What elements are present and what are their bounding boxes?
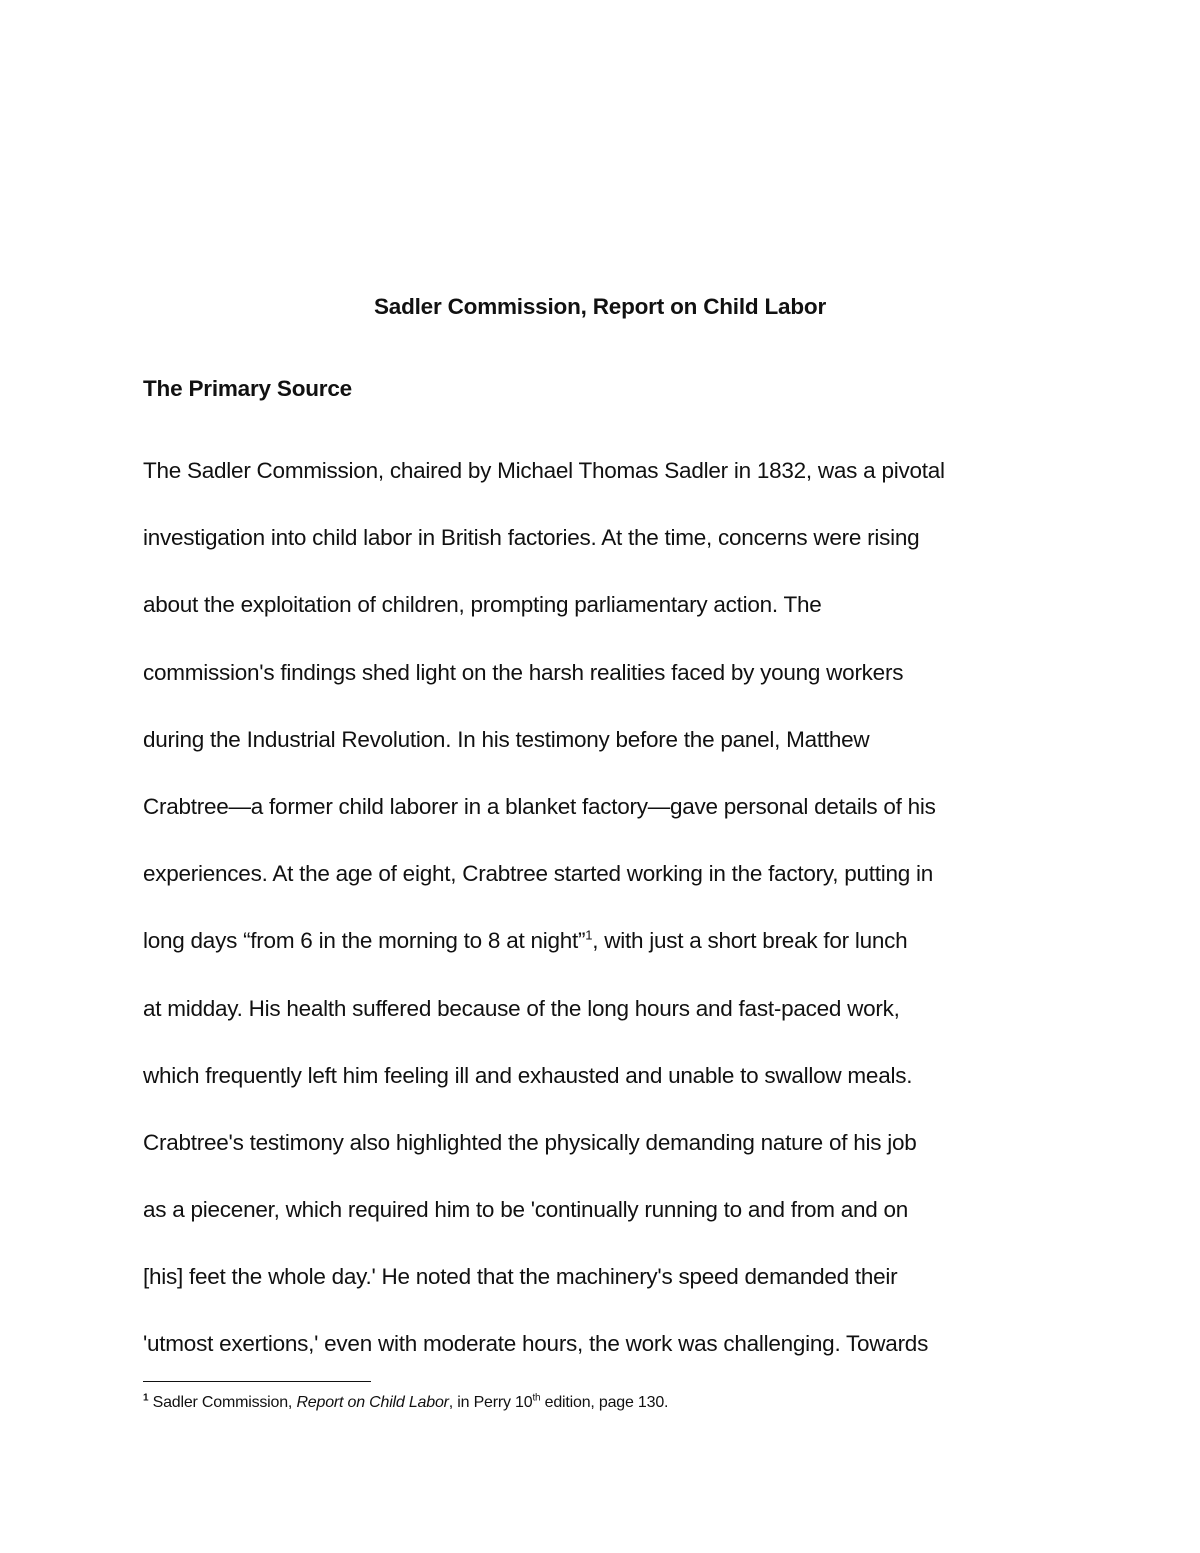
footnote-italic-title: Report on Child Labor <box>296 1394 449 1411</box>
footnote <box>143 1392 668 1414</box>
paragraph-line: Crabtree's testimony also highlighted the physically demanding nature of his job <box>143 1129 917 1155</box>
paragraph-line: at midday. His health suffered because of the long hours and fast-paced work, <box>143 995 900 1021</box>
paragraph-line: 'utmost exertions,' even with moderate hours, the work was challenging. Towards <box>143 1331 929 1357</box>
section-heading: The Primary Source <box>143 376 352 401</box>
paragraph-line: Crabtree—a former child laborer in a blanket factory—gave personal details of his <box>143 793 936 819</box>
footnote-text-middle: , in Perry 10 <box>448 1394 533 1411</box>
paragraph-line: as a piecener, which required him to be 'continually running to and from and on <box>143 1197 909 1223</box>
footnote-text-end: edition, page 130. <box>540 1394 669 1411</box>
footnote-ordinal-suffix: th <box>532 1392 541 1404</box>
paragraph-line: about the exploitation of children, prompting parliamentary action. The <box>143 592 822 618</box>
paragraph-line: investigation into child labor in British factories. At the time, concerns were rising <box>143 525 920 551</box>
footnote-text: Sadler Commission, <box>148 1394 297 1411</box>
footnote-separator <box>143 1381 371 1382</box>
paragraph-line: which frequently left him feeling ill and exhausted and unable to swallow meals. <box>143 1062 913 1088</box>
paragraph-line: experiences. At the age of eight, Crabtree started working in the factory, putting in <box>143 861 934 887</box>
paragraph-line: during the Industrial Revolution. In his testimony before the panel, Matthew <box>143 726 870 752</box>
paragraph-line-with-footnote <box>143 926 1083 993</box>
quote-text: long days “from 6 in the morning to 8 at night” <box>143 928 586 954</box>
paragraph-line: The Sadler Commission, chaired by Michael Thomas Sadler in 1832, was a pivotal <box>143 458 945 483</box>
document-title: Sadler Commission, Report on Child Labor <box>373 294 827 319</box>
paragraph-line: [his] feet the whole day.' He noted that the machinery's speed demanded their <box>143 1264 898 1290</box>
body-paragraph <box>143 456 1083 1397</box>
paragraph-line: commission's findings shed light on the harsh realities faced by young workers <box>143 659 904 685</box>
footnote-mark: 1 <box>143 1392 149 1404</box>
footnote-reference[interactable]: 1 <box>585 927 593 943</box>
line-continuation: , with just a short break for lunch <box>592 928 908 954</box>
